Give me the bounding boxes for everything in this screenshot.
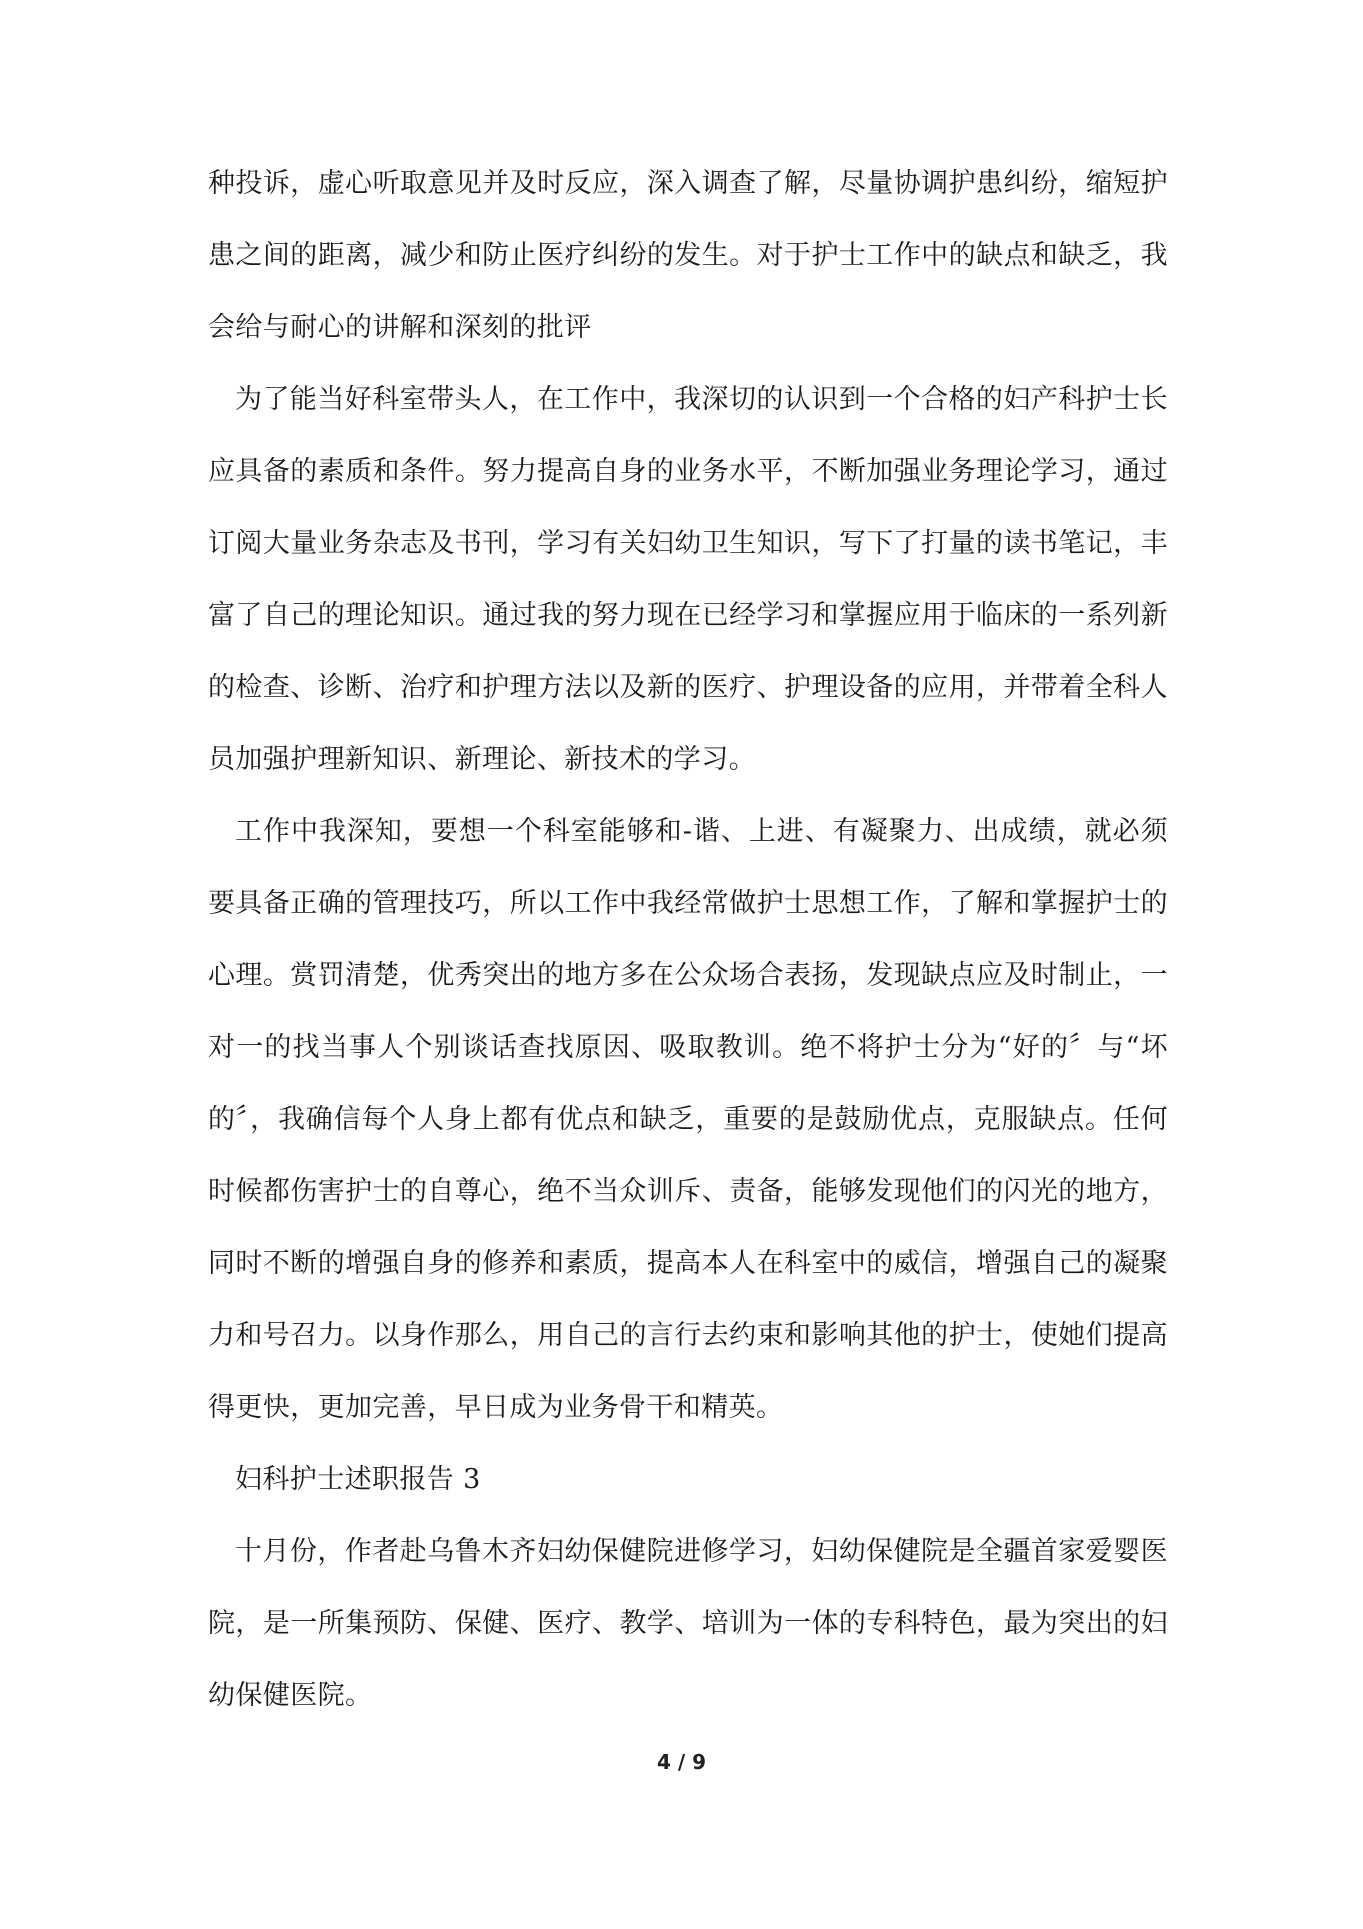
body-text	[208, 148, 1168, 1732]
section-heading: 妇科护士述职报告 3	[235, 1464, 481, 1495]
paragraph-management: 工作中我深知，要想一个科室能够和-谐、上进、有凝聚力、出成绩，就必须要具备正确的管理技巧，所以工作中我经常做护士思想工作，了解和掌握护士的心理。赏罚清楚，优秀突出的地方多在公众场合表扬，发现缺点应及时制止，一对一的找当事人个别谈话查找原因、吸取教训。绝不将护士分为“好的〞与“坏的〞，我确信每个人身上都有优点和缺乏，重要的是鼓励优点，克服缺点。任何时候都伤害护士的自尊心，绝不当众训斥、责备，能够发现他们的闪光的地方，同时不断的增强自身的修养和素质，提高本人在科室中的威信，增强自己的凝聚力和号召力。以身作那么，用自己的言行去约束和影响其他的护士，使她们提高得更快，更加完善，早日成为业务骨干和精英。	[208, 816, 1168, 1423]
paragraph-leadership: 为了能当好科室带头人，在工作中，我深切的认识到一个合格的妇产科护士长应具备的素质和条件。努力提高自身的业务水平，不断加强业务理论学习，通过订阅大量业务杂志及书刊，学习有关妇幼卫生知识，写下了打量的读书笔记，丰富了自己的理论知识。通过我的努力现在已经学习和掌握应用于临床的一系列新的检查、诊断、治疗和护理方法以及新的医疗、护理设备的应用，并带着全科人员加强护理新知识、新理论、新技术的学习。	[208, 384, 1168, 775]
paragraph-training: 十月份，作者赴乌鲁木齐妇幼保健院进修学习，妇幼保健院是全疆首家爱婴医院，是一所集预防、保健、医疗、教学、培训为一体的专科特色，最为突出的妇幼保健医院。	[208, 1536, 1168, 1711]
paragraph-continuation: 种投诉，虚心听取意见并及时反应，深入调查了解，尽量协调护患纠纷，缩短护患之间的距离，减少和防止医疗纠纷的发生。对于护士工作中的缺点和缺乏，我会给与耐心的讲解和深刻的批评	[208, 168, 1168, 343]
page-number: 4 / 9	[656, 1750, 707, 1774]
